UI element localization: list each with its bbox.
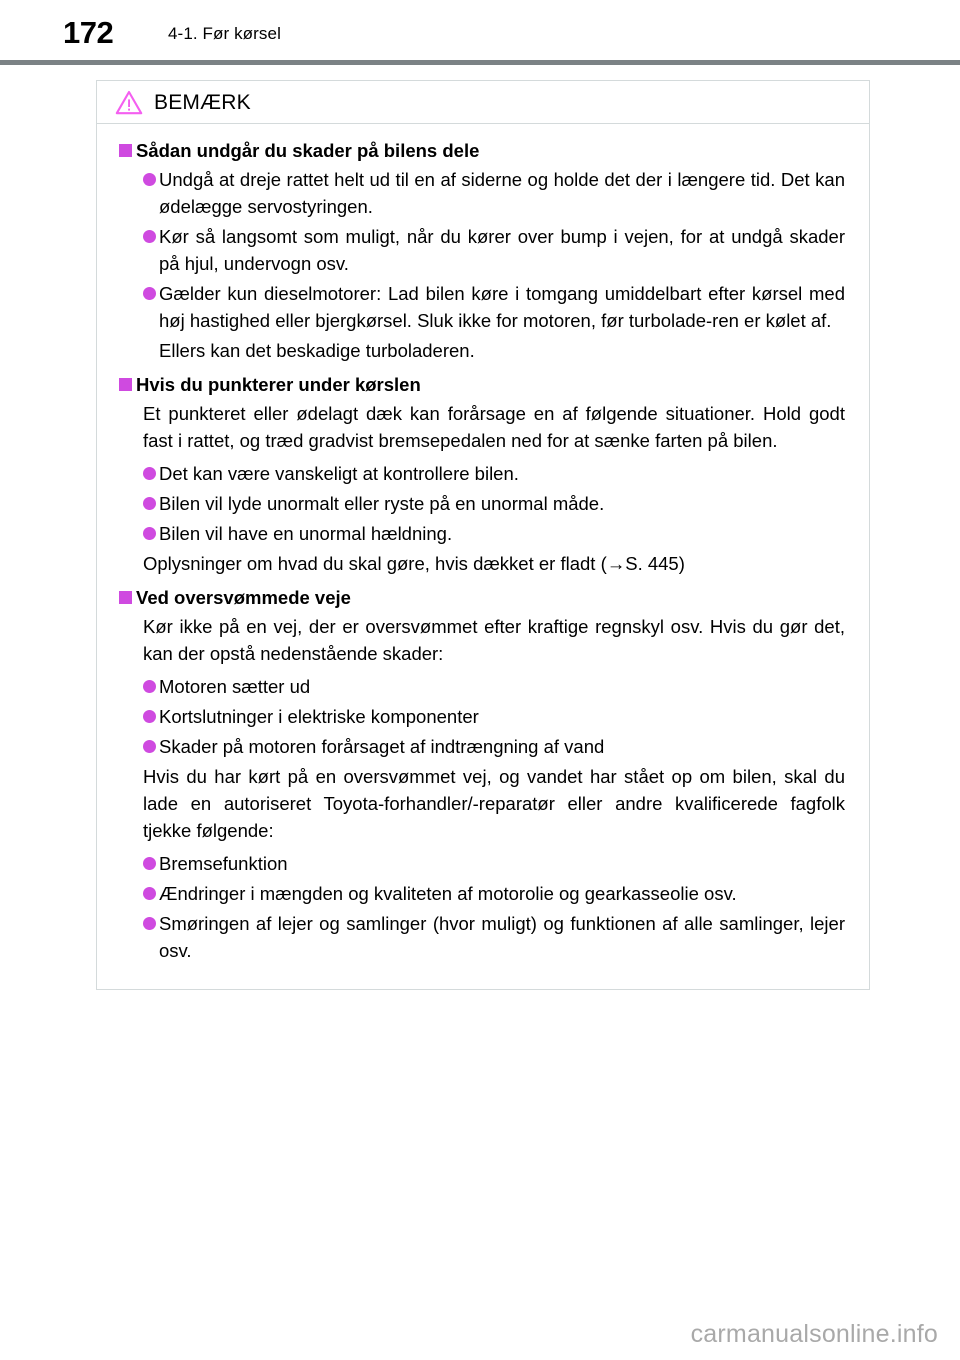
square-marker-icon [119,144,132,157]
list-item-text: Smøringen af lejer og samlinger (hvor muligt) og funktionen af alle samlinger, lejer osv. [159,913,845,961]
page-header [0,0,960,62]
list-item [119,166,847,220]
section-heading-3 [119,585,847,610]
list-item [119,490,847,517]
bullet-dot-icon [143,287,156,300]
bullet-dot-icon [143,497,156,510]
bullet-dot-icon [143,710,156,723]
section-heading-2 [119,372,847,397]
notice-box [96,80,870,990]
bullet-dot-icon [143,230,156,243]
section-intro-paragraph: Et punkteret eller ødelagt dæk kan forårsage en af følgende situationer. Hold godt fast i rattet, og træd gradvist bremsepedalen ned for at sænke farten på bilen. [143,403,845,451]
site-watermark: carmanualsonline.info [690,1320,938,1348]
header-section-title: 4-1. Før kørsel [168,24,281,43]
list-item-text: Bilen vil have en unormal hældning. [159,523,453,544]
bullet-dot-icon [143,680,156,693]
warning-triangle-icon [115,90,143,115]
notice-body [97,124,869,989]
list-item-text: Gælder kun dieselmotorer: Lad bilen køre i tomgang umiddelbart efter kørsel med høj hastighed eller bjergkørsel. Sluk ikke for motoren, før turbolade-ren er kølet af. [159,283,845,331]
list-item [119,733,847,760]
list-item [119,673,847,700]
list-item-text: Undgå at dreje rattet helt ud til en af siderne og holde det der i længere tid. Det kan ødelægge servostyringen. [159,169,845,217]
list-item-extra-line: Ellers kan det beskadige turboladeren. [159,340,475,361]
bullet-dot-icon [143,527,156,540]
section-heading-label: Sådan undgår du skader på bilens dele [136,140,480,161]
bullet-dot-icon [143,887,156,900]
list-item [119,280,847,334]
section-heading-1 [119,138,847,163]
header-divider-rule [0,60,960,65]
list-item-text: Kortslutninger i elektriske komponenter [159,706,479,727]
list-item-text: Bilen vil lyde unormalt eller ryste på en unormal måde. [159,493,605,514]
section-heading-label: Ved oversvømmede veje [136,587,351,608]
notice-title: BEMÆRK [154,90,251,114]
list-item [119,910,847,964]
list-item-text: Det kan være vanskeligt at kontrollere bilen. [159,463,519,484]
bullet-dot-icon [143,917,156,930]
bullet-dot-icon [143,467,156,480]
notice-header [97,81,869,124]
bullet-dot-icon [143,173,156,186]
bullet-dot-icon [143,740,156,753]
section-heading-label: Hvis du punkterer under kørslen [136,374,421,395]
section-intro-paragraph: Kør ikke på en vej, der er oversvømmet efter kraftige regnskyl osv. Hvis du gør det, kan der opstå nedenstående skader: [143,616,845,664]
section-closing-paragraph: Oplysninger om hvad du skal gøre, hvis dækket er fladt (→S. 445) [143,553,685,574]
list-item-text: Bremsefunktion [159,853,288,874]
square-marker-icon [119,591,132,604]
list-item [119,460,847,487]
page-number: 172 [63,15,114,50]
square-marker-icon [119,378,132,391]
list-item-text: Motoren sætter ud [159,676,311,697]
list-item-text: Ændringer i mængden og kvaliteten af motorolie og gearkasseolie osv. [159,883,737,904]
list-item-text: Skader på motoren forårsaget af indtrængning af vand [159,736,605,757]
list-item [119,703,847,730]
list-item-text: Kør så langsomt som muligt, når du kører over bump i vejen, for at undgå skader på hjul, undervogn osv. [159,226,845,274]
list-item [119,520,847,547]
list-item [119,880,847,907]
list-item [119,850,847,877]
bullet-dot-icon [143,857,156,870]
list-item [119,223,847,277]
section-middle-paragraph: Hvis du har kørt på en oversvømmet vej, og vandet har stået op om bilen, skal du lade en autoriseret Toyota-forhandler/-reparatør eller andre kvalificerede fagfolk tjekke følgende: [143,766,845,841]
